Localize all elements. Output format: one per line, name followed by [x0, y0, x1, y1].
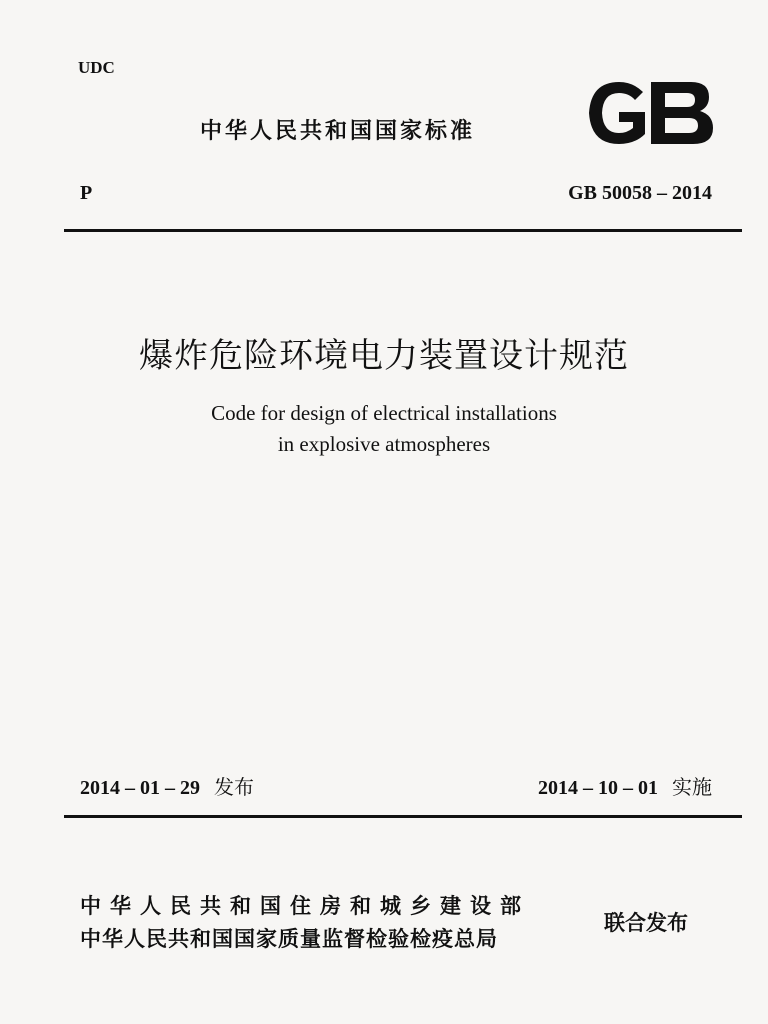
publisher-line1: 中华人民共和国住房和城乡建设部 [80, 894, 530, 918]
title-chinese: 爆炸危险环境电力装置设计规范 [139, 336, 629, 376]
joint-publish-label: 联合发布 [604, 911, 688, 935]
national-standard-label: 中华人民共和国国家标准 [200, 119, 476, 144]
issue-date: 2014 – 01 – 29 [80, 777, 200, 799]
udc-label: UDC [78, 58, 115, 77]
implementation-date-block [538, 771, 712, 800]
issue-label: 发布 [214, 775, 254, 799]
title-english-line1: Code for design of electrical installations [211, 401, 557, 425]
gb-logo-graphic [583, 78, 716, 148]
implementation-date: 2014 – 10 – 01 [538, 777, 658, 799]
implementation-label: 实施 [672, 775, 712, 799]
title-english [0, 398, 768, 460]
publisher-line2: 中华人民共和国国家质量监督检验检疫总局 [80, 927, 498, 951]
issue-date-block [80, 771, 254, 800]
top-divider [64, 229, 742, 232]
gb-logo [583, 78, 716, 148]
bottom-divider [64, 815, 742, 818]
standard-number: GB 50058 – 2014 [568, 182, 712, 204]
classification-code: P [80, 182, 93, 204]
title-english-line2: in explosive atmospheres [277, 432, 491, 456]
